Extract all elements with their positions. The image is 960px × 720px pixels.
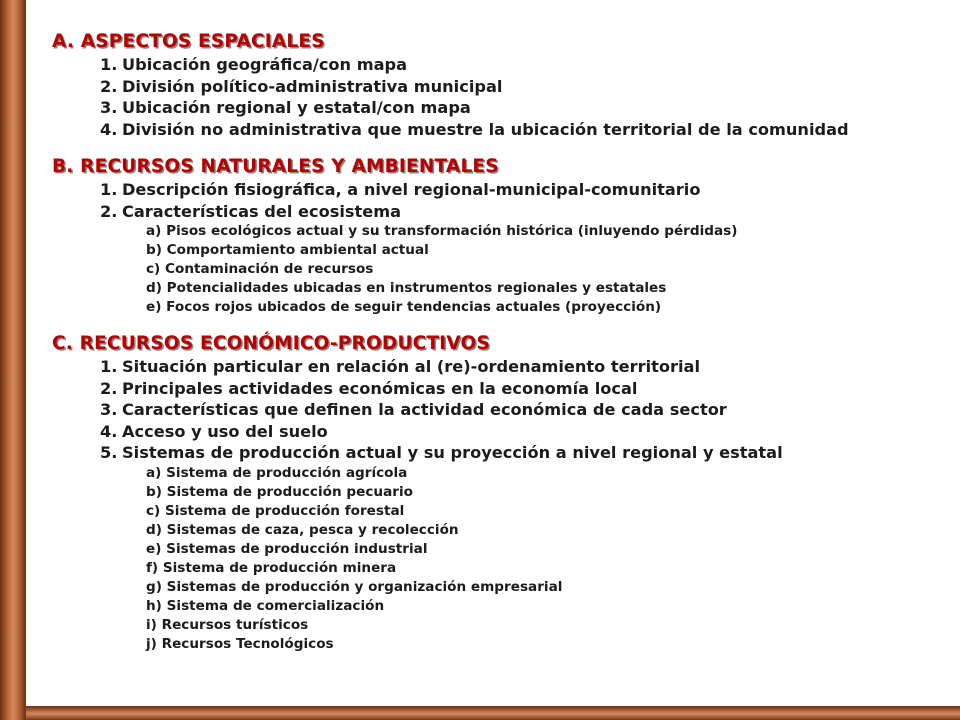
sub-list-item: e) Focos rojos ubicados de seguir tendencias actuales (proyección) (146, 299, 662, 315)
item-list (52, 179, 960, 222)
sub-list-item: c) Contaminación de recursos (146, 261, 374, 277)
sub-list-item: b) Sistema de producción pecuario (146, 483, 413, 500)
sub-list-item: d) Sistemas de caza, pesca y recolección (146, 521, 459, 538)
left-decorative-bar (0, 0, 26, 720)
section-recursos-naturales (52, 155, 960, 317)
section-recursos-economico-productivos (52, 332, 960, 654)
slide-content (52, 30, 960, 654)
list-item: 1. Descripción fisiográfica, a nivel regional-municipal-comunitario (100, 180, 701, 199)
list-item: 5. Sistemas de producción actual y su proyección a nivel regional y estatal (100, 443, 783, 462)
list-item: 4. Acceso y uso del suelo (100, 421, 328, 441)
section-heading: B. RECURSOS NATURALES Y AMBIENTALES (52, 156, 499, 177)
sub-list-item: b) Comportamiento ambiental actual (146, 242, 429, 258)
item-list (52, 356, 960, 464)
sub-item-list (52, 222, 960, 317)
sub-list-item: c) Sistema de producción forestal (146, 502, 405, 519)
list-item: 2. Características del ecosistema (100, 201, 402, 221)
sub-list-item: g) Sistemas de producción y organización empresarial (146, 578, 563, 595)
list-item: 4. División no administrativa que muestre la ubicación territorial de la comunidad (100, 119, 849, 139)
bottom-decorative-bar (26, 706, 960, 720)
list-item: 2. Principales actividades económicas en la economía local (100, 378, 638, 398)
sub-list-item: i) Recursos turísticos (146, 616, 309, 633)
sub-item-list (52, 464, 960, 654)
sub-list-item: a) Pisos ecológicos actual y su transformación histórica (inluyendo pérdidas) (146, 223, 738, 239)
sub-list-item: f) Sistema de producción minera (146, 559, 397, 576)
item-list (52, 54, 960, 140)
list-item: 2. División político-administrativa municipal (100, 76, 503, 96)
sub-list-item: a) Sistema de producción agrícola (146, 464, 408, 481)
sub-list-item: d) Potencialidades ubicadas en instrumentos regionales y estatales (146, 280, 667, 296)
list-item: 1. Situación particular en relación al (re)-ordenamiento territorial (100, 357, 701, 376)
section-aspectos-espaciales (52, 30, 960, 140)
section-heading: C. RECURSOS ECONÓMICO-PRODUCTIVOS (52, 333, 490, 354)
sub-list-item: h) Sistema de comercialización (146, 597, 385, 614)
sub-list-item: e) Sistemas de producción industrial (146, 540, 428, 557)
list-item: 3. Ubicación regional y estatal/con mapa (100, 98, 471, 117)
sub-list-item: j) Recursos Tecnológicos (146, 635, 334, 652)
list-item: 3. Características que definen la actividad económica de cada sector (100, 400, 727, 419)
section-heading: A. ASPECTOS ESPACIALES (52, 31, 325, 52)
list-item: 1. Ubicación geográfica/con mapa (100, 55, 408, 74)
